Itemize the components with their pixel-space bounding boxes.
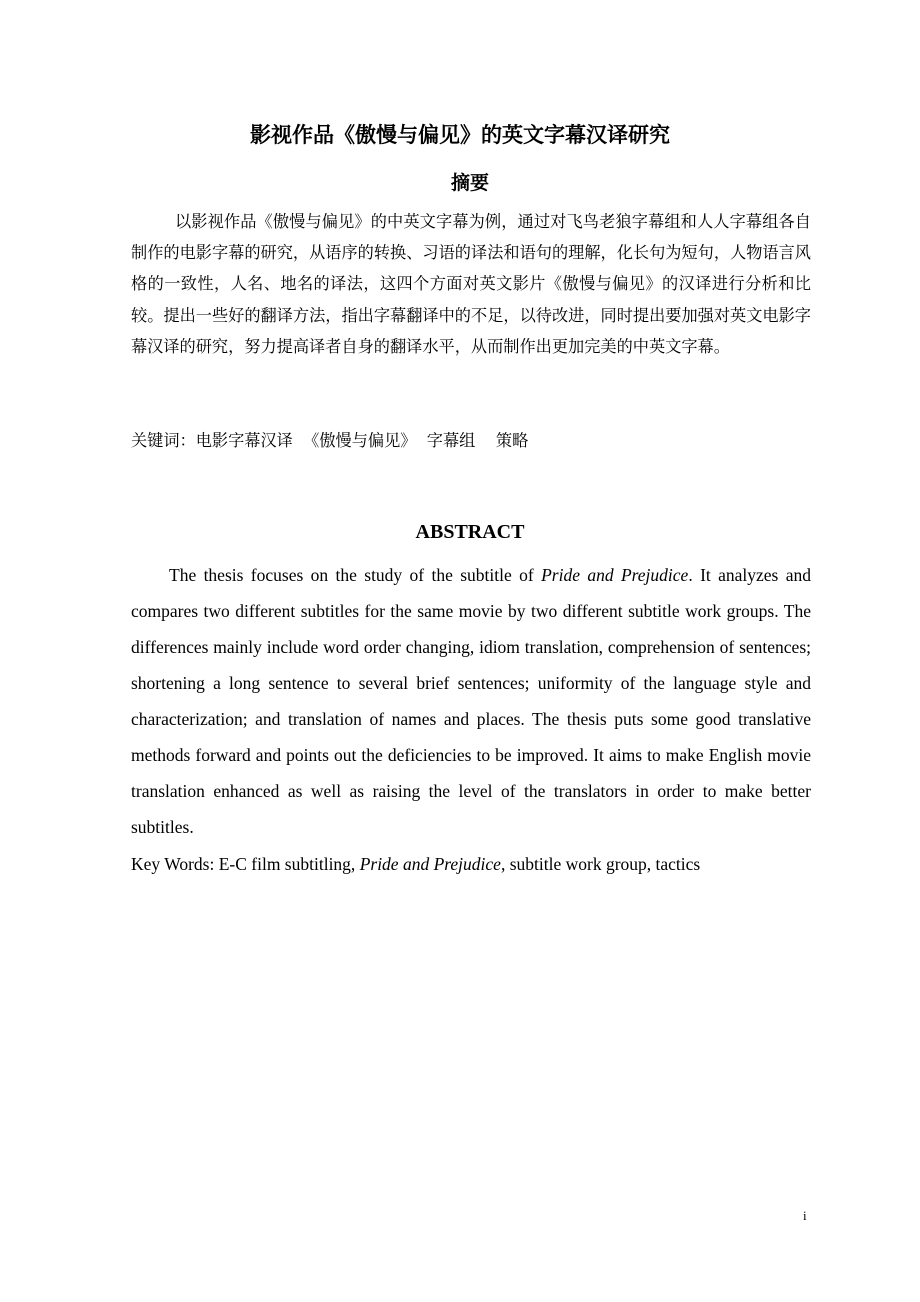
keywords-work-title-italic: Pride and Prejudice: [359, 854, 501, 874]
thesis-title: 影视作品《傲慢与偏见》的英文字幕汉译研究: [250, 123, 670, 147]
english-keywords: [131, 846, 831, 882]
chinese-keywords: 关键词：电影字幕汉译 《傲慢与偏见》 字幕组 策略: [131, 431, 529, 450]
english-keywords-label: Key Words: E-C film subtitling,: [131, 854, 360, 874]
english-abstract-body: [131, 557, 811, 845]
page-number: i: [803, 1208, 807, 1223]
english-keywords-rest: , subtitle work group, tactics: [500, 854, 701, 874]
english-abstract-text-rest: . It analyzes and compares two different subtitles for the same movie by two different subtitle work groups. The differences mainly include word order changing, idiom translation, comprehension of sentences; shortening a long sentence to several brief sentences; uniformity of the language style and characterization; and translation of names and places. The thesis puts some good translative methods forward and points out the deficiencies to be improved. It aims to make English movie translation enhanced as well as raising the level of the translators in order to make better subtitles.: [131, 565, 811, 837]
english-abstract-text-start: The thesis focuses on the study of the subtitle of: [169, 565, 542, 585]
chinese-abstract-body: 以影视作品《傲慢与偏见》的中英文字幕为例，通过对飞鸟老狼字幕组和人人字幕组各自制作的电影字幕的研究，从语序的转换、习语的译法和语句的理解，化长句为短句，人物语言风格的一致性，人名、地名的译法，这四个方面对英文影片《傲慢与偏见》的汉译进行分析和比较。提出一些好的翻译方法，指出字幕翻译中的不足，以待改进，同时提出要加强对英文电影字幕汉译的研究，努力提高译者自身的翻译水平，从而制作出更加完美的中英文字幕。: [131, 212, 811, 356]
chinese-abstract-heading: 摘要: [450, 172, 489, 194]
english-abstract-heading: ABSTRACT: [415, 521, 525, 543]
work-title-italic: Pride and Prejudice: [541, 565, 689, 585]
